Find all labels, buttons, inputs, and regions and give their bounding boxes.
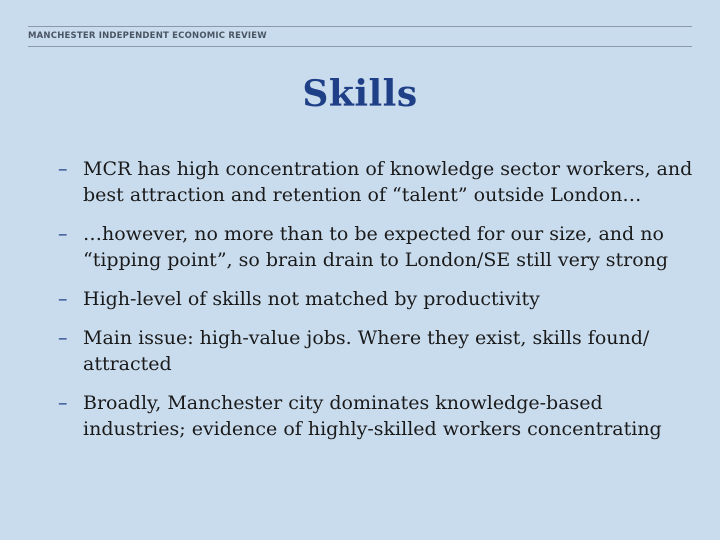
header-rule-bottom [28, 46, 692, 47]
bullet-dash: – [58, 392, 68, 414]
bullet-item [58, 325, 698, 377]
bullet-text: …however, no more than to be expected for our size, and no “tipping point”, so brain drain to London/SE still very strong [83, 223, 669, 271]
slide-title [0, 73, 720, 115]
slide-title-text: Skills [302, 73, 418, 115]
bullet-item [58, 221, 698, 273]
bullet-dash: – [58, 327, 68, 349]
bullet-dash: – [58, 158, 68, 180]
bullet-text: Main issue: high-value jobs. Where they exist, skills found/ attracted [83, 327, 650, 375]
slide-header [28, 26, 692, 47]
bullet-item [58, 390, 698, 442]
bullet-text: MCR has high concentration of knowledge sector workers, and best attraction and retention of “talent” outside London… [83, 158, 693, 206]
bullet-text: Broadly, Manchester city dominates knowledge-based industries; evidence of highly-skilled workers concentrating [83, 392, 662, 440]
header-rule-top [28, 26, 692, 27]
bullet-dash: – [58, 288, 68, 310]
bullet-item [58, 156, 698, 208]
bullet-item [58, 286, 698, 312]
bullet-text: High-level of skills not matched by productivity [83, 288, 540, 310]
bullet-list [58, 156, 698, 455]
header-org-name: MANCHESTER INDEPENDENT ECONOMIC REVIEW [28, 31, 267, 41]
bullet-dash: – [58, 223, 68, 245]
